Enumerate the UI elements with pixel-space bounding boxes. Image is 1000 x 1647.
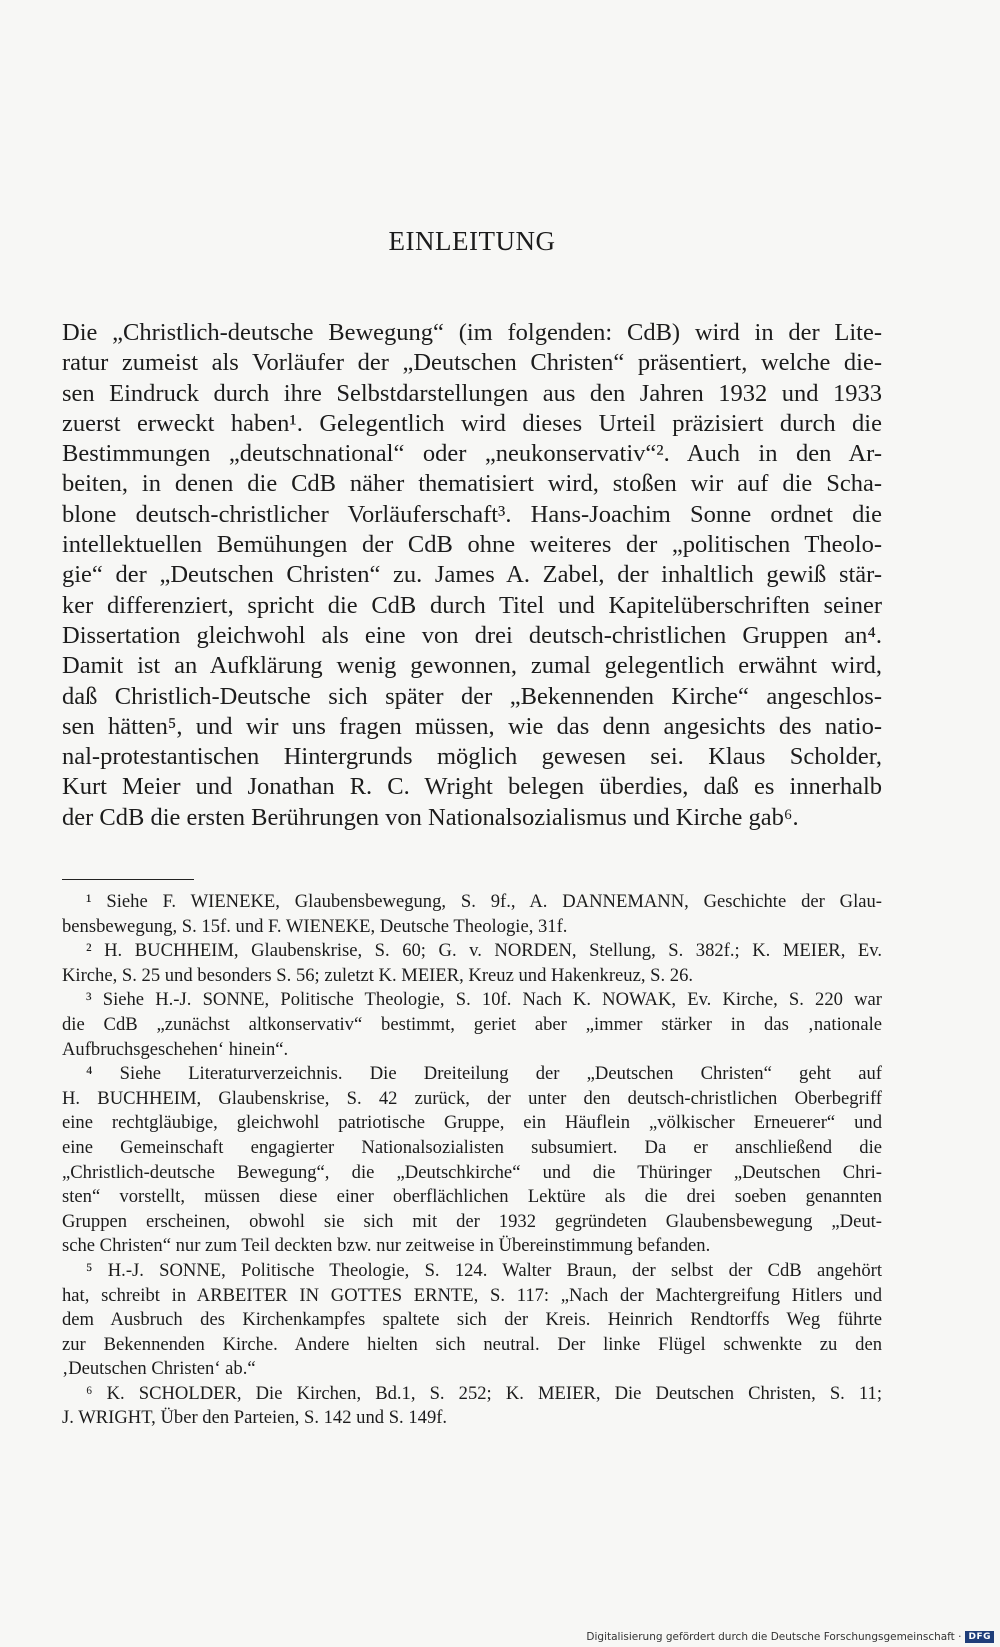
footnote-line: ‚Deutschen Christen‘ ab.“ [62,1358,256,1380]
footnote-3 [62,988,882,1062]
body-line: ker differenziert, spricht die CdB durch Titel und Kapitelüberschriften seiner [62,591,882,619]
chapter-heading: EINLEITUNG [388,226,556,256]
footnote-line: ⁶ K. SCHOLDER, Die Kirchen, Bd.1, S. 252; K. MEIER, Die Deutschen Christen, S. 11; [86,1382,882,1404]
body-line: der CdB die ersten Berührungen von Nationalsozialismus und Kirche gab⁶. [62,803,799,831]
footnote-line: eine rechtgläubige, gleichwohl patriotische Gruppe, ein Häuflein „völkischer Erneuerer“ und [62,1112,882,1134]
footnote-line: ² H. BUCHHEIM, Glaubenskrise, S. 60; G. v. NORDEN, Stellung, S. 382f.; K. MEIER, Ev. [86,940,882,962]
footnote-line: dem Ausbruch des Kirchenkampfes spaltete sich der Kreis. Heinrich Rendtorffs Weg führte [62,1309,882,1331]
body-line: sen Eindruck durch ihre Selbstdarstellungen aus den Jahren 1932 und 1933 [62,379,882,407]
body-paragraph [62,318,882,833]
body-line: ratur zumeist als Vorläufer der „Deutschen Christen“ präsentiert, welche die- [62,349,882,377]
footnote-line: zur Bekennenden Kirche. Andere hielten sich neutral. Der linke Flügel schwenkte zu den [62,1333,882,1355]
body-line: Die „Christlich-deutsche Bewegung“ (im folgenden: CdB) wird in der Lite- [62,319,882,346]
footnote-line: die CdB „zunächst altkonservativ“ bestimmt, geriet aber „immer stärker in das ‚nationale [62,1013,882,1035]
body-line: Dissertation gleichwohl als eine von drei deutsch-christlichen Gruppen an⁴. [62,621,882,649]
body-line: sen hätten⁵, und wir uns fragen müssen, wie das denn angesichts des natio- [62,712,882,740]
footnote-line: J. WRIGHT, Über den Parteien, S. 142 und S. 149f. [62,1407,448,1429]
footnote-line: ⁵ H.-J. SONNE, Politische Theologie, S. 124. Walter Braun, der selbst der CdB angehört [86,1259,882,1281]
document-page [62,0,882,1647]
body-line: beiten, in denen die CdB näher thematisiert wird, stoßen wir auf die Scha- [62,470,882,498]
footnote-line: sten“ vorstellt, müssen diese einer oberflächlichen Lektüre als die drei soeben genannten [62,1186,882,1208]
body-line: zuerst erweckt haben¹. Gelegentlich wird dieses Urteil präzisiert durch die [62,409,882,437]
body-line: intellektuellen Bemühungen der CdB ohne weiteres der „politischen Theolo- [62,531,882,559]
body-line: Damit ist an Aufklärung wenig gewonnen, zumal gelegentlich erwähnt wird, [62,652,882,680]
footnote-line: Aufbruchsgeschehen‘ hinein“. [62,1038,289,1060]
footnote-line: hat, schreibt in ARBEITER IN GOTTES ERNTE, S. 117: „Nach der Machtergreifung Hitlers und [62,1284,882,1306]
footnote-line: Kirche, S. 25 und besonders S. 56; zuletzt K. MEIER, Kreuz und Hakenkreuz, S. 26. [62,964,694,986]
footnote-line: „Christlich-deutsche Bewegung“, die „Deutschkirche“ und die Thüringer „Deutschen Chri- [62,1161,882,1183]
footnote-5 [62,1259,882,1382]
footnote-separator [62,879,194,880]
body-line: nal-protestantischen Hintergrunds möglich gewesen sei. Klaus Scholder, [62,743,882,771]
body-line: gie“ der „Deutschen Christen“ zu. James A. Zabel, der inhaltlich gewiß stär- [62,561,882,589]
footnote-line: sche Christen“ nur zum Teil deckten bzw. nur zeitweise in Übereinstimmung befanden. [62,1235,711,1257]
digitization-credit [586,1631,994,1643]
footnote-line: H. BUCHHEIM, Glaubenskrise, S. 42 zurück, der unter den deutsch-christlichen Oberbegriff [62,1087,882,1109]
footnote-line: ³ Siehe H.-J. SONNE, Politische Theologie, S. 10f. Nach K. NOWAK, Ev. Kirche, S. 220 war [86,989,882,1011]
body-line: daß Christlich-Deutsche sich später der „Bekennenden Kirche“ angeschlos- [62,682,882,710]
footnote-line: ⁴ Siehe Literaturverzeichnis. Die Dreiteilung der „Deutschen Christen“ geht auf [86,1063,882,1085]
footnote-line: bensbewegung, S. 15f. und F. WIENEKE, Deutsche Theologie, 31f. [62,915,568,937]
footnote-line: Gruppen erscheinen, obwohl sie sich mit der 1932 gegründeten Glaubensbewegung „Deut- [62,1210,882,1232]
body-line: Bestimmungen „deutschnational“ oder „neukonservativ“². Auch in den Ar- [62,440,882,468]
footnote-2 [62,939,882,988]
footnote-6 [62,1382,882,1431]
footnote-line: eine Gemeinschaft engagierter Nationalsozialisten subsumiert. Da er anschließend die [62,1136,882,1158]
body-line: blone deutsch-christlicher Vorläuferschaft³. Hans-Joachim Sonne ordnet die [62,500,882,528]
body-line: Kurt Meier und Jonathan R. C. Wright belegen überdies, daß es innerhalb [62,773,882,801]
dfg-logo-icon: DFG [965,1631,994,1643]
footnote-1 [62,890,882,939]
footnotes [62,890,882,1431]
credit-text: Digitalisierung gefördert durch die Deutsche Forschungsgemeinschaft · [586,1631,962,1643]
footnote-4 [62,1062,882,1259]
footnote-line: ¹ Siehe F. WIENEKE, Glaubensbewegung, S. 9f., A. DANNEMANN, Geschichte der Glau- [86,891,882,912]
